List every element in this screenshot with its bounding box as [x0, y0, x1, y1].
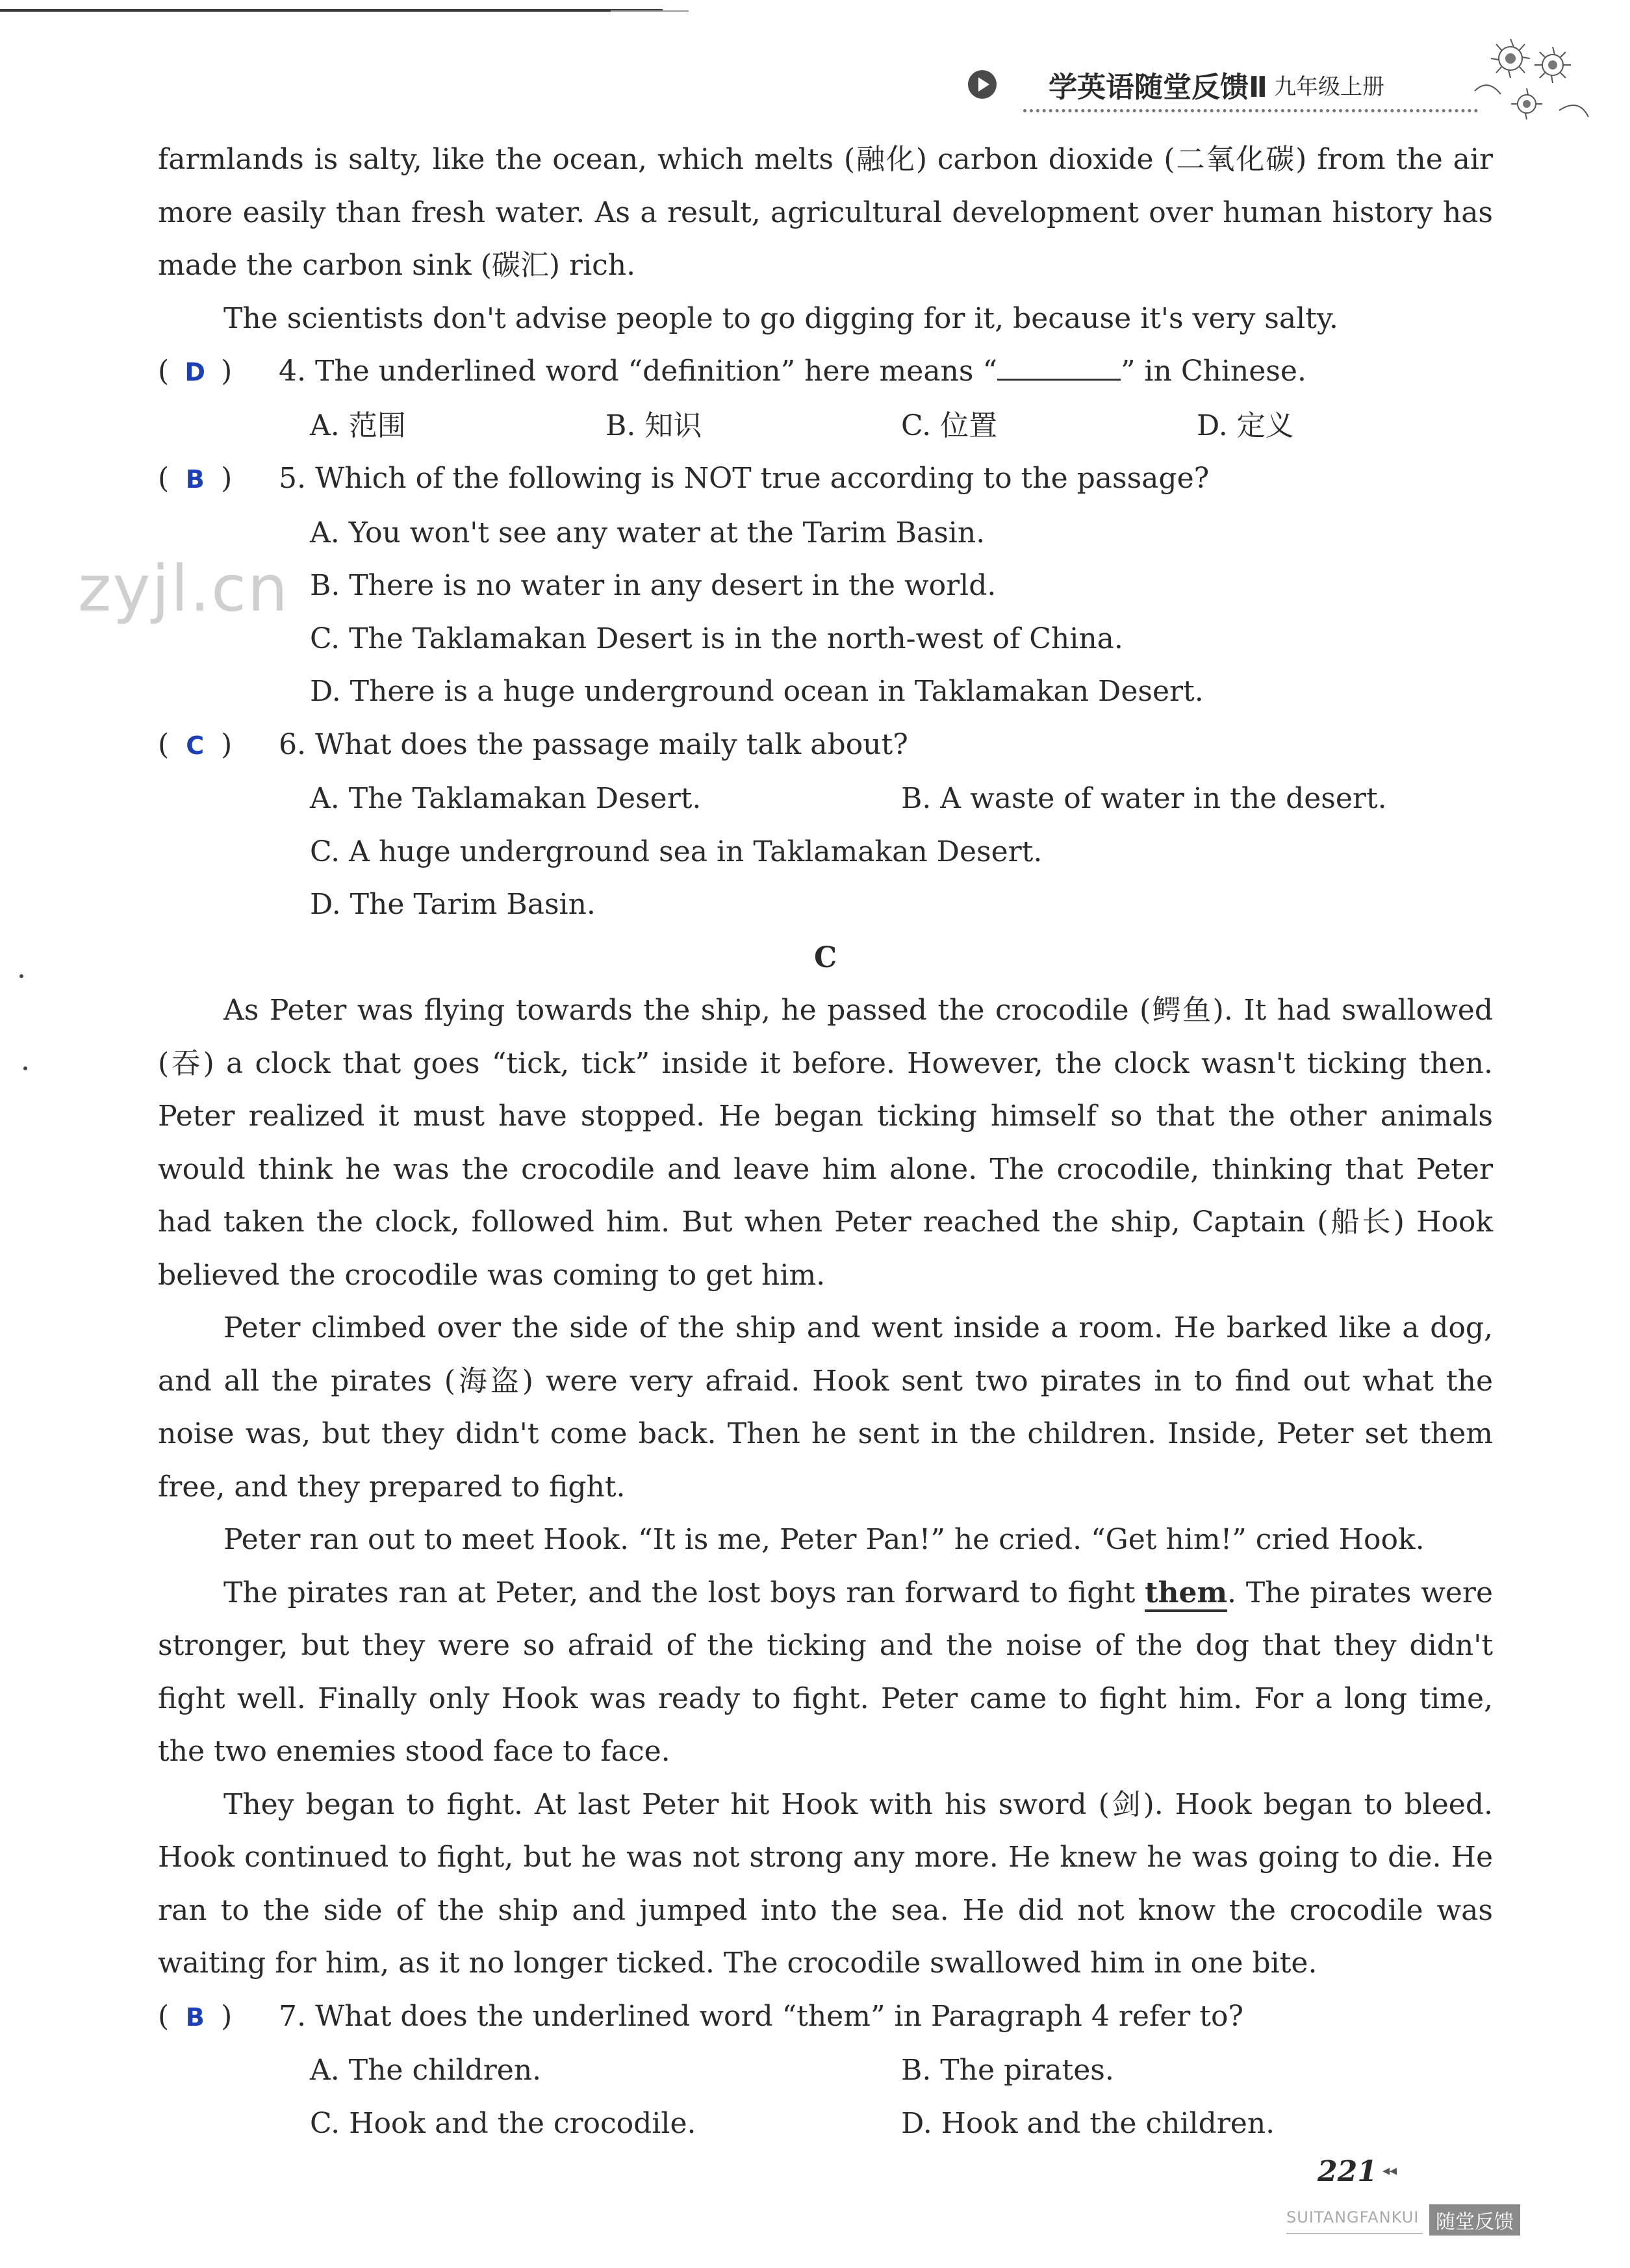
options-row: [158, 2044, 1493, 2097]
passage-c-paragraph: [158, 1567, 1493, 1778]
answer-bracket: [158, 1990, 279, 2045]
section-heading: C: [813, 940, 837, 974]
margin-mark: [19, 974, 23, 978]
question-stem: 5. Which of the following is NOT true according to the passage?: [279, 462, 1210, 495]
passage-c-paragraph: They began to fight. At last Peter hit Hook with his sword (剑). Hook began to bleed. Hook continued to fight, but he was not strong any more. He knew he was going to die. He ran to the side of the ship and jumped into the sea. He did not know the crocodile was waiting for him, as it no longer ticked. The crocodile swallowed him in one bite.: [158, 1787, 1493, 1980]
question-4: [158, 345, 1493, 399]
option-c: C. A huge underground sea in Taklamakan Desert.: [310, 835, 1043, 868]
arrow-icon: ◂◂: [1382, 2163, 1397, 2179]
bracket-open: (: [158, 727, 170, 761]
question-6: [158, 718, 1493, 773]
watermark: zyjl.cn: [78, 552, 290, 626]
bracket-close: ): [221, 1999, 233, 2033]
footer-label: SUITANGFANKUI: [1286, 2208, 1420, 2226]
option-c: C. The Taklamakan Desert is in the north-west of China.: [310, 622, 1123, 655]
bracket-open: (: [158, 462, 170, 495]
bracket-open: (: [158, 355, 170, 388]
option-b: B. The pirates.: [901, 2054, 1114, 2087]
option-b: B. There is no water in any desert in the world.: [310, 569, 997, 602]
grade-label: 九年级上册: [1273, 73, 1384, 100]
passage-c-paragraph: Peter ran out to meet Hook. “It is me, Peter Pan!” he cried. “Get him!” cried Hook.: [223, 1523, 1425, 1556]
top-rule: [0, 9, 663, 12]
bracket-close: ): [221, 727, 233, 761]
paragraph-text: The pirates ran at Peter, and the lost boys ran forward to fight: [223, 1576, 1145, 1609]
option-c: C. 位置: [901, 409, 998, 442]
play-icon: [968, 70, 997, 99]
option-d: D. The Tarim Basin.: [310, 888, 596, 921]
question-stem-end: ” in Chinese.: [1120, 355, 1306, 388]
passage-b-paragraph: farmlands is salty, like the ocean, which melts (融化) carbon dioxide (二氧化碳) from the air more easily than fresh water. As a result, agricultural development over human history has made the carbon sink (碳汇) rich.: [158, 143, 1493, 282]
option-d: D. 定义: [1197, 409, 1294, 442]
running-header: [968, 62, 1384, 107]
sunflower-icon: [1449, 13, 1605, 143]
question-stem: 4. The underlined word “definition” here means “: [279, 355, 997, 388]
underlined-word: them: [1145, 1576, 1227, 1612]
answer-mark: B: [185, 465, 205, 494]
bracket-open: (: [158, 1999, 170, 2033]
answer-mark: D: [185, 358, 205, 386]
options-row: [158, 772, 1493, 825]
answer-mark: B: [185, 2002, 205, 2032]
footer-badge: 随堂反馈: [1429, 2204, 1520, 2236]
answer-bracket: [158, 345, 279, 399]
answer-blank: [997, 353, 1121, 381]
bracket-close: ): [221, 355, 233, 388]
option-a: A. The Taklamakan Desert.: [310, 782, 702, 815]
option-d: D. Hook and the children.: [901, 2106, 1275, 2140]
options-row: [158, 2097, 1493, 2150]
top-rule-accent: [611, 10, 689, 12]
option-b: B. A waste of water in the desert.: [901, 782, 1387, 815]
bracket-close: ): [221, 462, 233, 495]
passage-c-paragraph: As Peter was flying towards the ship, he passed the crocodile (鳄鱼). It had swallowed (吞) a clock that goes “tick, tick” inside it before. However, the clock wasn't ticking then. Peter realized it must have stopped. He began ticking himself so that the other animals would think he was the crocodile and leave him alone. The crocodile, thinking that Peter had taken the clock, followed him. But when Peter reached the ship, Captain (船长) Hook believed the crocodile was coming to get him.: [158, 994, 1493, 1292]
page-number: 221: [1318, 2155, 1377, 2188]
question-stem: 7. What does the underlined word “them” in Paragraph 4 refer to?: [279, 1999, 1244, 2033]
header-dotted-rule: [1023, 109, 1478, 112]
footer-rule: [1286, 2233, 1423, 2234]
page-content: [158, 133, 1493, 2150]
answer-bracket: [158, 452, 279, 507]
option-a: A. You won't see any water at the Tarim Basin.: [310, 516, 986, 549]
paragraph-text: . The pirates were stronger, but they were so afraid of the ticking and the noise of the dog that they didn't fight well. Finally only Hook was ready to fight. Peter came to fight him. For a long time, the two enemies stood face to face.: [158, 1576, 1493, 1768]
option-c: C. Hook and the crocodile.: [310, 2106, 696, 2140]
question-7: [158, 1990, 1493, 2045]
book-title: 学英语随堂反馈Ⅱ: [1049, 71, 1267, 104]
option-d: D. There is a huge underground ocean in Taklamakan Desert.: [310, 675, 1204, 708]
margin-mark: [23, 1066, 27, 1070]
answer-bracket: [158, 718, 279, 773]
question-5: [158, 452, 1493, 507]
question-stem: 6. What does the passage maily talk about?: [279, 727, 908, 761]
passage-b-paragraph: The scientists don't advise people to go digging for it, because it's very salty.: [223, 301, 1338, 335]
options-row: [158, 399, 1493, 453]
option-b: B. 知识: [605, 409, 702, 442]
answer-mark: C: [186, 731, 205, 760]
option-a: A. The children.: [310, 2054, 542, 2087]
passage-c-paragraph: Peter climbed over the side of the ship and went inside a room. He barked like a dog, and all the pirates (海盗) were very afraid. Hook sent two pirates in to find out what the noise was, but they didn't come back. Then he sent in the children. Inside, Peter set them free, and they prepared to fight.: [158, 1311, 1493, 1504]
option-a: A. 范围: [310, 409, 406, 442]
